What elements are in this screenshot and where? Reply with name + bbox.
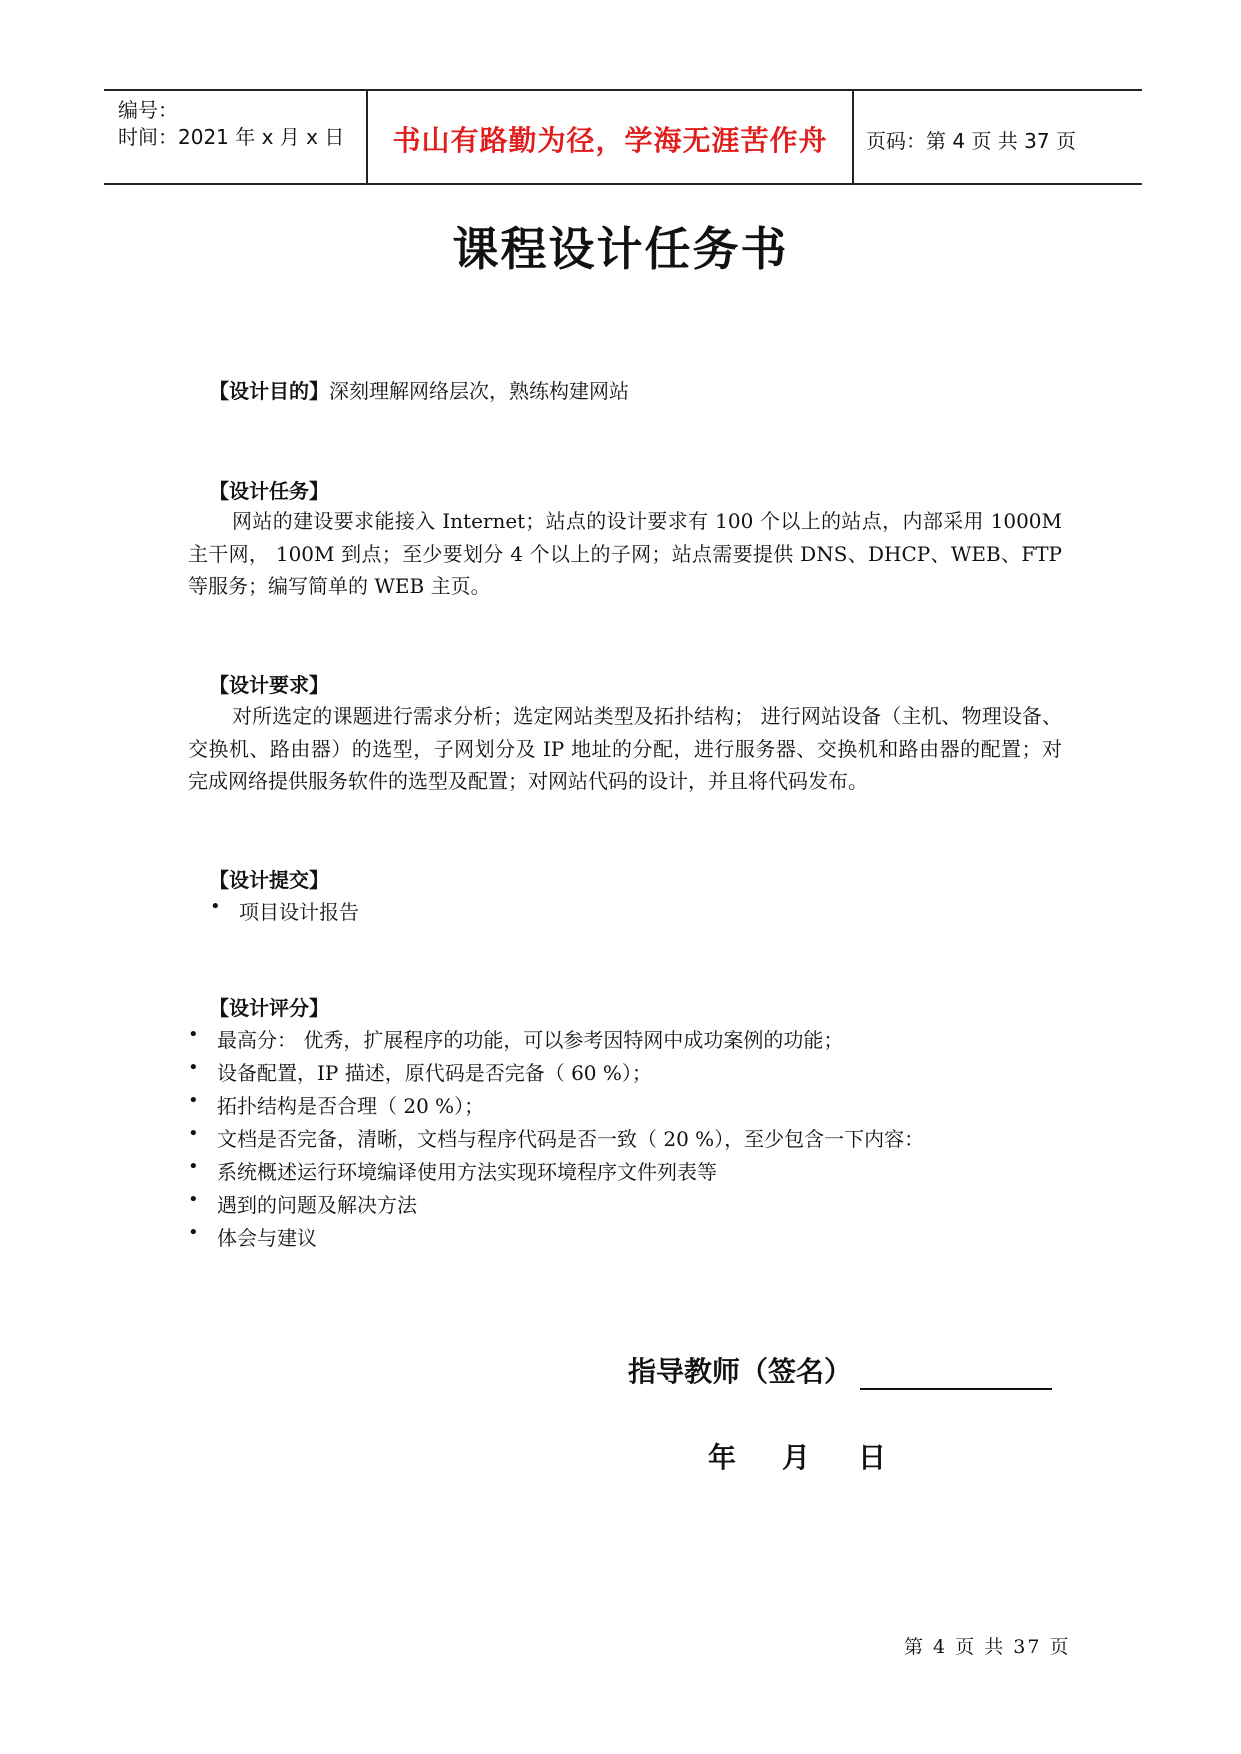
task-label (209, 475, 329, 504)
task-text: 网站的建设要求能接入 Internet；站点的设计要求有 100 个以上的站点，内部采用 1000M 主干网， 100M 到点；至少要划分 4 个以上的子网；站点需要提供 DNS、DHCP、WEB、FTP 等服务；编写简单的 WEB 主页。 (188, 509, 1062, 598)
date-day: 日 (858, 1441, 887, 1474)
requirements-label (209, 669, 329, 698)
grading-item: 最高分： 优秀，扩展程序的功能，可以参考因特网中成功案例的功能； (217, 1028, 844, 1052)
requirements-label-text: 【设计要求】 (209, 673, 329, 697)
date-month: 月 (782, 1441, 811, 1474)
date-year: 年 (708, 1441, 737, 1474)
signature-label: 指导教师（签名） (628, 1355, 853, 1388)
grading-label-text: 【设计评分】 (209, 996, 329, 1020)
purpose-label: 【设计目的】 (209, 379, 329, 403)
submission-item: 项目设计报告 (239, 900, 359, 924)
grading-item: 体会与建议 (217, 1226, 317, 1250)
bullet-icon: • (188, 1123, 199, 1144)
grading-item: 系统概述运行环境编译使用方法实现环境程序文件列表等 (217, 1160, 717, 1184)
document-number-label: 编号： (118, 98, 178, 122)
submission-label-text: 【设计提交】 (209, 868, 329, 892)
grading-item: 设备配置，IP 描述，原代码是否完备（ 60 %）； (217, 1061, 652, 1085)
bullet-icon: • (188, 1156, 199, 1177)
requirements-text: 对所选定的课题进行需求分析；选定网站类型及拓扑结构； 进行网站设备（主机、物理设备、交换机、路由器）的选型，子网划分及 IP 地址的分配，进行服务器、交换机和路由器的配置；对完成网络提供服务软件的选型及配置；对网站代码的设计，并且将代码发布。 (188, 704, 1062, 793)
grading-item: 拓扑结构是否合理（ 20 %）； (217, 1094, 485, 1118)
bullet-icon: • (188, 1057, 199, 1078)
header-page-label: 页码：第 4 页 共 37 页 (866, 129, 1076, 153)
purpose-section (209, 375, 629, 404)
grading-label (209, 992, 329, 1021)
submission-label (209, 864, 329, 893)
header-right-cell (854, 91, 1142, 183)
task-label-text: 【设计任务】 (209, 479, 329, 503)
bullet-icon: • (188, 1024, 199, 1045)
purpose-text: 深刻理解网络层次，熟练构建网站 (329, 379, 629, 403)
document-time-label: 时间：2021 年 x 月 x 日 (118, 125, 345, 149)
grading-item: 文档是否完备，清晰，文档与程序代码是否一致（ 20 %），至少包含一下内容： (217, 1127, 925, 1151)
bullet-icon: • (210, 896, 221, 917)
bullet-icon: • (188, 1189, 199, 1210)
page-footer: 第 4 页 共 37 页 (904, 1636, 1071, 1658)
bullet-icon: • (188, 1222, 199, 1243)
header-motto: 书山有路勤为径，学海无涯苦作舟 (392, 124, 828, 157)
page-header (104, 89, 1142, 185)
signature-line (860, 1388, 1052, 1390)
grading-item: 遇到的问题及解决方法 (217, 1193, 417, 1217)
header-middle-cell (368, 91, 854, 183)
page-title: 课程设计任务书 (452, 222, 789, 276)
bullet-icon: • (188, 1090, 199, 1111)
header-left-cell (104, 91, 368, 183)
